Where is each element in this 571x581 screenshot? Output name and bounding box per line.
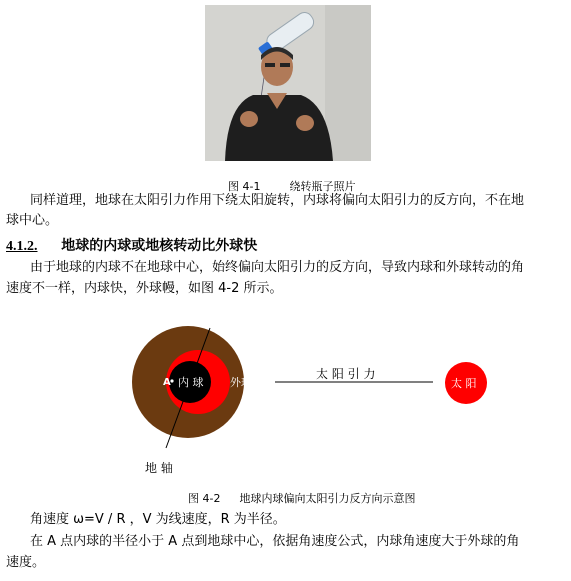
figure-4-1-caption-text: 绕转瓶子照片 xyxy=(289,180,356,193)
paragraph-1-line-1: 同样道理，地球在太阳引力作用下绕太阳旋转，内球将偏向太阳引力的反方向，不在地 xyxy=(30,193,525,208)
point-a-label: A xyxy=(163,377,171,388)
sun-label: 太 阳 xyxy=(451,377,477,390)
section-number: 4.1.2. xyxy=(6,239,38,254)
paragraph-4-line-1: 在 A 点内球的半径小于 A 点到地球中心，依据角速度公式，内球角速度大于外球的角 xyxy=(30,534,520,549)
figure-4-2-caption-number: 图 4-2 xyxy=(188,492,221,505)
figure-4-2-caption xyxy=(188,490,415,506)
paragraph-3-line-1: 角速度 ω=V / R ，V 为线速度，R 为半径。 xyxy=(30,512,286,527)
paragraph-2-line-1: 由于地球的内球不在地球中心，始终偏向太阳引力的反方向，导致内球和外球转动的角 xyxy=(30,260,525,275)
outer-earth-label: 外球 xyxy=(230,376,252,389)
earth-core-diagram xyxy=(0,320,571,480)
point-a-dot xyxy=(170,379,173,382)
paragraph-1-line-2: 球中心。 xyxy=(6,213,59,228)
earth-axis-label: 地 轴 xyxy=(145,461,173,475)
figure-4-1-caption-number: 图 4-1 xyxy=(228,180,261,193)
gravity-label: 太 阳 引 力 xyxy=(316,367,376,381)
section-heading xyxy=(6,235,257,255)
section-title: 地球的内球或地核转动比外球快 xyxy=(61,238,258,254)
figure-4-2-caption-text: 地球内球偏向太阳引力反方向示意图 xyxy=(239,492,416,505)
bottle-photo xyxy=(205,5,371,161)
photo-illustration xyxy=(205,5,371,161)
paragraph-4-line-2: 速度。 xyxy=(6,555,46,570)
paragraph-2-line-2: 速度不一样，内球快，外球幔，如图 4-2 所示。 xyxy=(6,281,283,296)
inner-core-label: 内 球 xyxy=(178,376,204,389)
